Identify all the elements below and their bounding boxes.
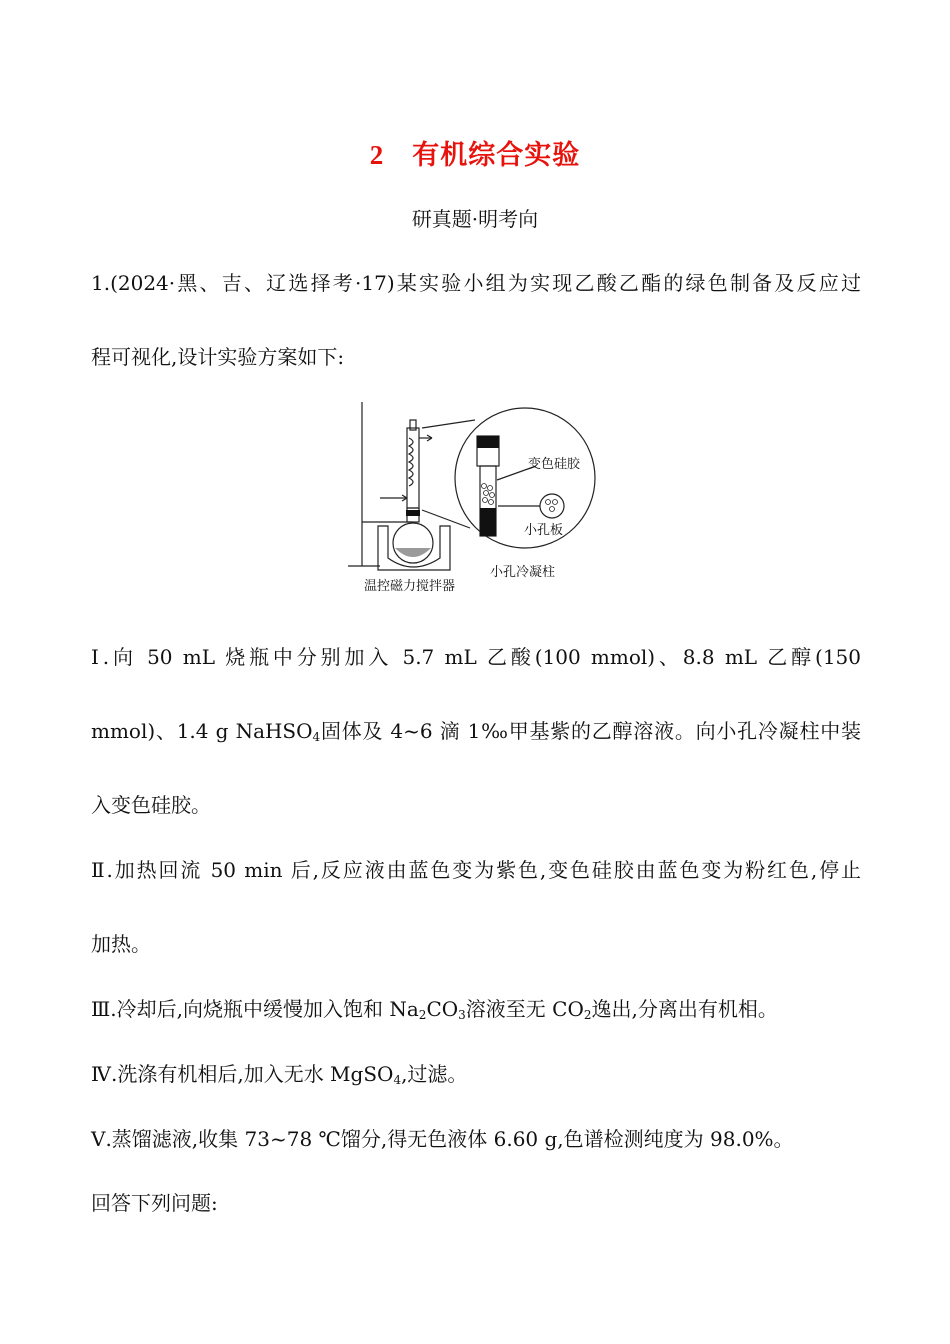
step-1-line-2: mmol)、1.4 g NaHSO$_4$固体及 4~6 滴 1‰甲基紫的乙醇溶液。向小孔冷凝柱中装 bbox=[91, 719, 861, 744]
hole-plate-label: 小孔板 bbox=[524, 523, 564, 538]
step-1-line-1: Ⅰ.向 50 mL 烧瓶中分别加入 5.7 mL 乙酸(100 mmol)、8.8 mL 乙醇(150 bbox=[91, 645, 861, 669]
silica-gel-label: 变色硅胶 bbox=[528, 457, 581, 472]
step-2-line-1: Ⅱ.加热回流 50 min 后,反应液由蓝色变为紫色,变色硅胶由蓝色变为粉红色,停止 bbox=[91, 858, 861, 882]
step-5: Ⅴ.蒸馏滤液,收集 73~78 ℃馏分,得无色液体 6.60 g,色谱检测纯度为 98.0%。 bbox=[91, 1127, 794, 1151]
page-title: 2 有机综合实验 bbox=[369, 140, 581, 171]
question-line-1: 1.(2024·黑、吉、辽选择考·17)某实验小组为实现乙酸乙酯的绿色制备及反应过 bbox=[91, 271, 861, 295]
section-subtitle: 研真题·明考向 bbox=[411, 207, 539, 231]
step-2-line-2: 加热。 bbox=[91, 932, 151, 956]
step-1-line-3: 入变色硅胶。 bbox=[91, 793, 211, 817]
step-3: Ⅲ.冷却后,向烧瓶中缓慢加入饱和 $Na_2CO_3$溶液至无 $CO_2$逸出,分离出有机相。 bbox=[91, 997, 778, 1022]
apparatus-figure bbox=[340, 398, 610, 598]
condenser-column-label: 小孔冷凝柱 bbox=[490, 565, 556, 580]
magnetic-stirrer-label: 温控磁力搅拌器 bbox=[364, 579, 456, 594]
closing-prompt: 回答下列问题: bbox=[91, 1191, 218, 1215]
step-4: Ⅳ.洗涤有机相后,加入无水 MgSO$_4$,过滤。 bbox=[91, 1062, 468, 1087]
question-line-2: 程可视化,设计实验方案如下: bbox=[91, 345, 345, 369]
